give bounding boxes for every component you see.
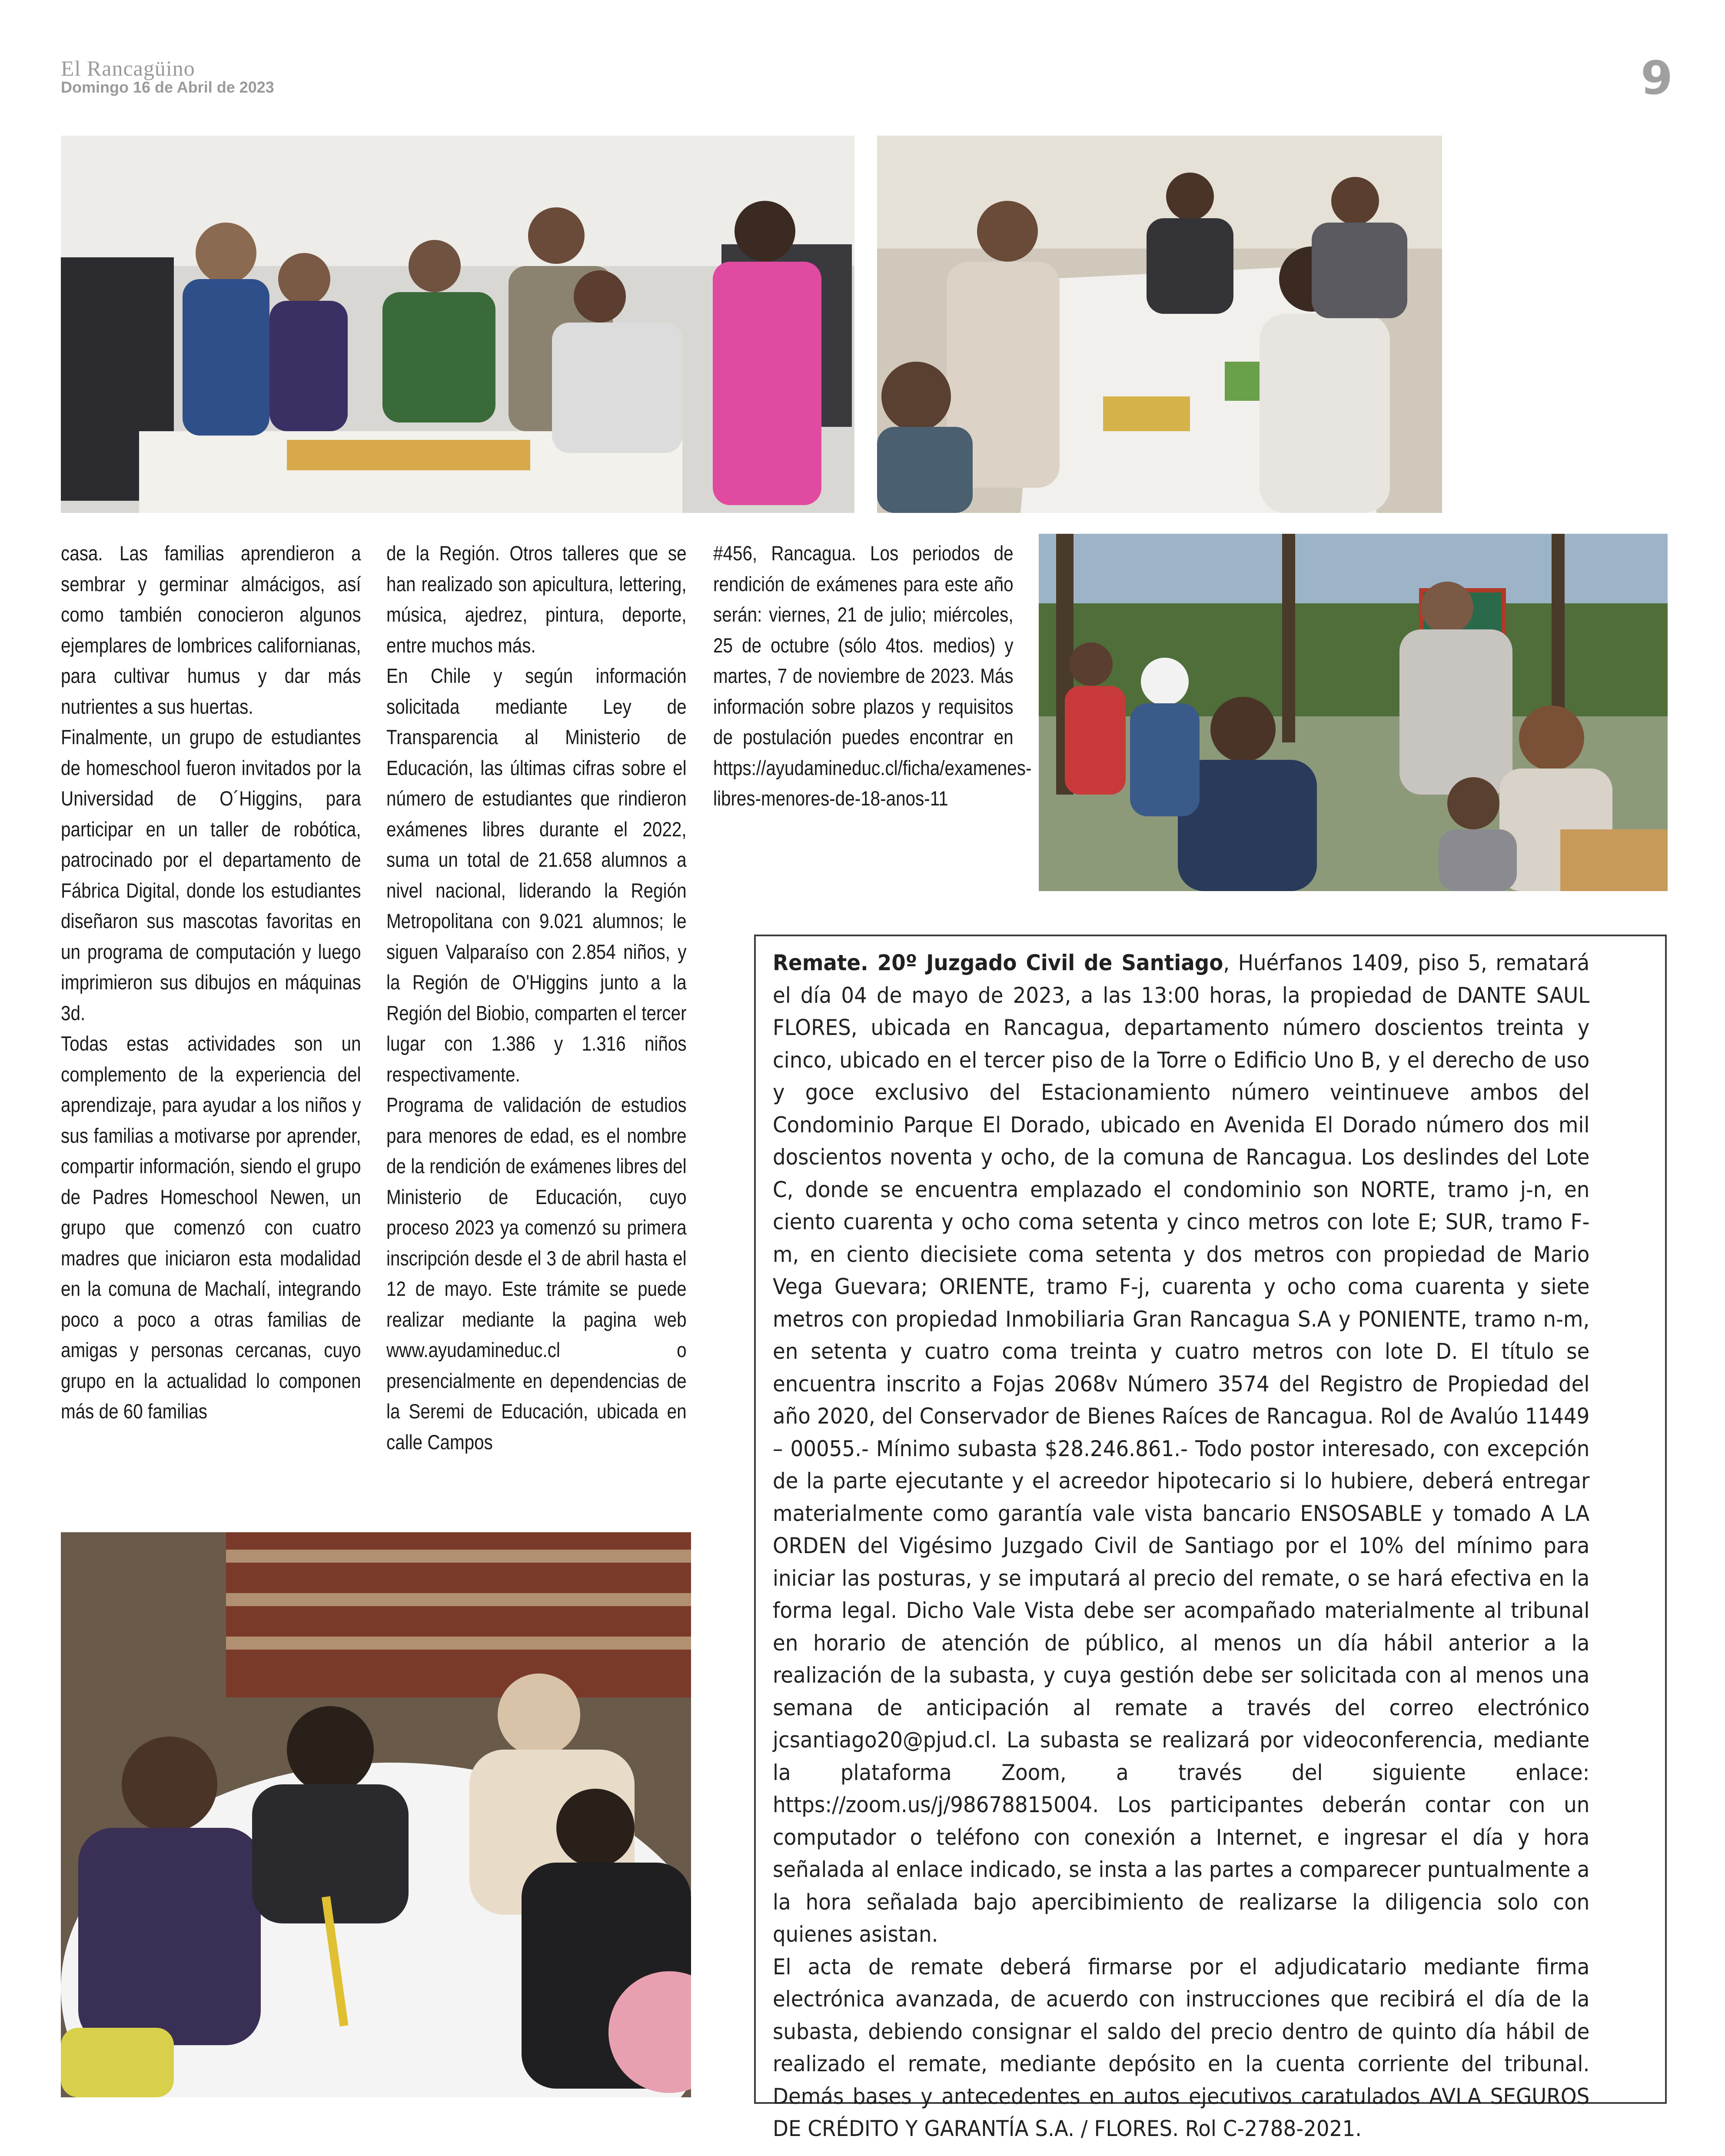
issue-date: Domingo 16 de Abril de 2023 [61, 78, 274, 96]
legal-notice-body: , Huérfanos 1409, piso 5, rematará el día 04 de mayo de 2023, a las 13:00 horas, la propiedad de DANTE SAUL FLORES, ubicada en Rancagua, departamento número doscientos treinta y cinco, ubicado en el tercer piso de la Torre o Edificio Uno B, y el derecho de uso y goce exclusivo del Estacionamiento número veintinueve ambos del Condominio Parque El Dorado, ubicado en Avenida El Dorado número dos mil doscientos noventa y ocho, de la comuna de Rancagua. Los deslindes del Lote C, donde se encuentra emplazado el condominio son NORTE, tramo j-n, en ciento cuarenta y ocho coma setenta y cinco metros con lote E; SUR, tramo F-m, en ciento diecisiete coma setenta y dos metros con propiedad de Mario Vega Guevara; ORIENTE, tramo F-j, cuarenta y ocho coma cuarenta y siete metros con propiedad Inmobiliaria Gran Rancagua S.A y PONIENTE, tramo n-m, en setenta y cuatro coma treinta y cuatro metros con lote D. El título se encuentra inscrito a Fojas 2068v Número 3574 del Registro de Propiedad del año 2020, del Conservador de Bienes Raíces de Rancagua. Rol de Avalúo 11449 – 00055.- Mínimo subasta $28.246.861.- Todo postor interesado, con excepción de la parte ejecutante y el acreedor hipotecario si lo hubiere, deberá entregar materialmente como garantía vale vista bancario ENSOSABLE y tomado A LA ORDEN del Vigésimo Juzgado Civil de Santiago por el 10% del mínimo para iniciar las posturas, y se imputará al precio del remate, o se hará efectiva en la forma legal. Dicho Vale Vista debe ser acompañado materialmente al tribunal en horario de atención de público, al menos un día hábil anterior a la realización de la subasta, y cuya gestión debe ser solicitada con al menos una semana de anticipación al remate a través del correo electrónico jcsantiago20@pjud.cl. La subasta se realizará por videoconferencia, mediante la plataforma Zoom, a través del siguiente enlace: https://zoom.us/j/98678815004. Los participantes deberán contar con un computador o teléfono con conexión a Internet, e ingresar el día y hora señalada al enlace indicado, se insta a las partes a comparecer puntualmente a la hora señalada bajo apercibimiento de realizarse la diligencia solo con quienes asistan. [773, 950, 1590, 1947]
photo-children-drawing-library [61, 1532, 691, 2097]
article-paragraph: #456, Rancagua. Los periodos de rendición de exámenes para este año serán: viernes, 21 de julio; miércoles, 25 de octubre (sólo 4tos. medios) y martes, 7 de noviembre de 2023. Más información sobre plazos y requisitos de postulación puedes encontrar en https://ayudamineduc.cl/ficha/examenes-libres-menores-de-18-anos-11 [713, 542, 1032, 810]
article-paragraph: casa. Las familias aprendieron a sembrar y germinar almácigos, así como también conocieron algunos ejemplares de lombrices californianas, para cultivar humus y dar más nutrientes a sus huertas. [61, 542, 361, 718]
legal-notice-heading: Remate. 20º Juzgado Civil de Santiago [773, 950, 1223, 975]
article-paragraph: Programa de validación de estudios para menores de edad, es el nombre de la rendición de exámenes libres del Ministerio de Educación, cuyo proceso 2023 ya comenzó su primera inscripción desde el 3 de abril hasta el 12 de mayo. Este trámite se puede realizar mediante la pagina web www.ayudamineduc.cl o presencialmente en dependencias de la Seremi de Educación, ubicada en calle Campos [386, 1093, 687, 1454]
article-column-1 [61, 538, 361, 1427]
legal-notice-paragraph [773, 947, 1589, 1951]
legal-notice [773, 947, 1589, 2145]
photo-families-workshop-table [877, 136, 1442, 513]
article-paragraph: En Chile y según información solicitada mediante Ley de Transparencia al Ministerio de Educación, las últimas cifras sobre el número de estudiantes que rindieron exámenes libres durante el 2022, suma un total de 21.658 alumnos a nivel nacional, liderando la Región Metropolitana con 9.021 alumnos; le siguen Valparaíso con 2.854 niños, y la Región de O'Higgins junto a la Región del Biobio, comparten el tercer lugar con 1.386 y 1.316 niños respectivamente. [386, 664, 687, 1086]
article-column-2 [386, 538, 687, 1457]
photo-icon [61, 136, 854, 513]
photo-students-robotics-workshop [61, 136, 854, 513]
article-paragraph: Todas estas actividades son un complemento de la experiencia del aprendizaje, para ayudar a los niños y sus familias a motivarse por aprender, compartir información, siendo el grupo de Padres Homeschool Newen, un grupo que comenzó con cuatro madres que iniciaron esta modalidad en la comuna de Machalí, integrando poco a poco a otras familias de amigas y personas cercanas, cuyo grupo en la actualidad lo componen más de 60 familias [61, 1032, 361, 1423]
article-column-3 [713, 538, 1032, 814]
photo-icon [877, 136, 1442, 513]
legal-notice-paragraph: El acta de remate deberá firmarse por el adjudicatario mediante firma electrónica avanzada, de acuerdo con instrucciones que recibirá el día de la subasta, debiendo consignar el saldo del precio dentro de quinto día hábil de realizado el remate, mediante depósito en la cuenta corriente del tribunal. Demás bases y antecedentes en autos ejecutivos caratulados AVLA SEGUROS DE CRÉDITO Y GARANTÍA S.A. / FLORES. Rol C-2788-2021. [773, 1954, 1590, 2141]
article-paragraph: Finalmente, un grupo de estudiantes de homeschool fueron invitados por la Universidad de O´Higgins, para participar en un taller de robótica, patrocinado por el departamento de Fábrica Digital, donde los estudiantes diseñaron sus mascotas favoritas en un programa de computación y luego imprimieron sus dibujos en máquinas 3d. [61, 725, 361, 1025]
article-paragraph: de la Región. Otros talleres que se han realizado son apicultura, lettering, música, ajedrez, pintura, deporte, entre muchos más. [386, 542, 687, 657]
photo-icon [61, 1532, 691, 2097]
page-number: 9 [1641, 51, 1673, 105]
photo-icon [1039, 534, 1668, 891]
paper-name: El Rancagüino [61, 56, 195, 80]
photo-children-outdoor-plaza [1039, 534, 1668, 891]
